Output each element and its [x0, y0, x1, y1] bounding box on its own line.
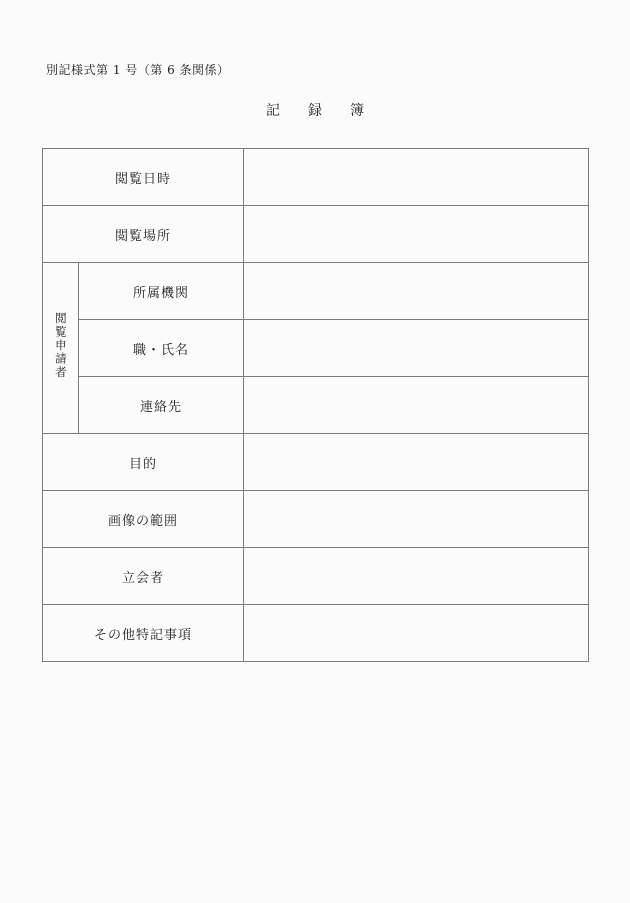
table-row-purpose [43, 434, 589, 491]
row-label-contact: 連絡先 [79, 377, 244, 434]
row-value-observer [244, 548, 589, 605]
page-title: 記 録 簿 [266, 103, 364, 119]
group-label-text: 閲覧申請者 [53, 312, 68, 380]
table-row-observer [43, 548, 589, 605]
table-row-other-notes [43, 605, 589, 662]
table-row-affiliated-organization [43, 263, 589, 320]
row-label-affiliated-organization: 所属機関 [79, 263, 244, 320]
row-value-contact [244, 377, 589, 434]
table-row-viewing-datetime [43, 149, 589, 206]
table-row-contact [43, 377, 589, 434]
table-row-viewing-location [43, 206, 589, 263]
row-label-viewing-location: 閲覧場所 [43, 206, 244, 263]
form-number: 別記様式第 1 号（第 6 条関係） [46, 63, 230, 77]
row-value-affiliated-organization [244, 263, 589, 320]
row-label-observer: 立会者 [43, 548, 244, 605]
row-label-viewing-datetime: 閲覧日時 [43, 149, 244, 206]
group-label-viewing-applicant [43, 263, 79, 434]
row-value-title-and-name [244, 320, 589, 377]
row-value-viewing-datetime [244, 149, 589, 206]
row-label-other-notes: その他特記事項 [43, 605, 244, 662]
table-row-title-and-name [43, 320, 589, 377]
row-value-other-notes [244, 605, 589, 662]
row-value-purpose [244, 434, 589, 491]
row-value-image-scope [244, 491, 589, 548]
row-label-title-and-name: 職・氏名 [79, 320, 244, 377]
row-label-image-scope: 画像の範囲 [43, 491, 244, 548]
table-row-image-scope [43, 491, 589, 548]
row-value-viewing-location [244, 206, 589, 263]
row-label-purpose: 目的 [43, 434, 244, 491]
record-table [42, 148, 589, 662]
